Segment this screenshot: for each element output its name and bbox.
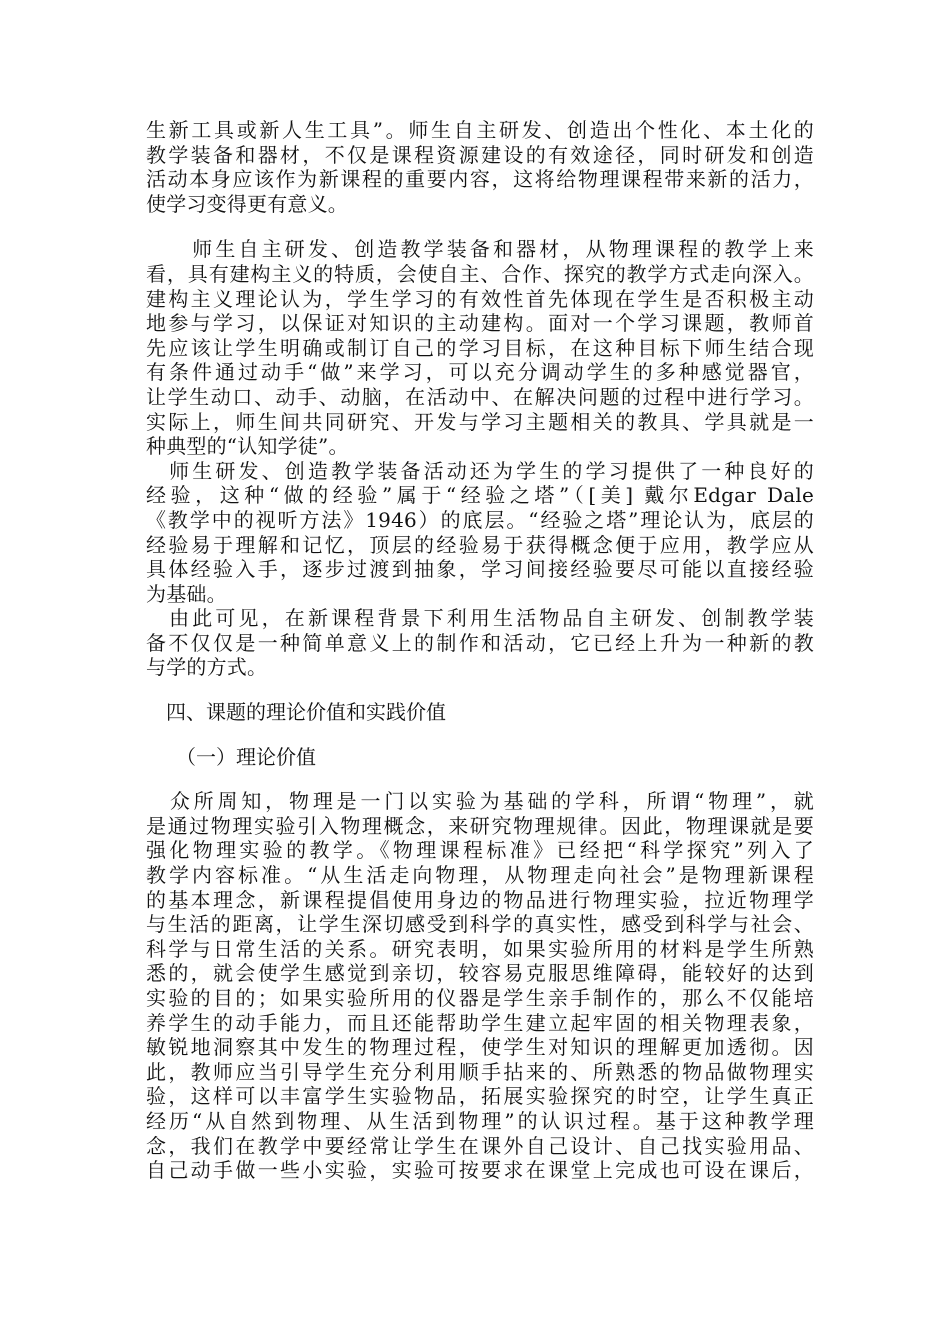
text-line: 有条件通过动手“做”来学习，可以充分调动学生的多种感觉器官， <box>146 360 814 385</box>
text-line: 实际上，师生间共同研究、开发与学习主题相关的教具、学具就是一 <box>146 409 814 434</box>
text-line: 使学习变得更有意义。 <box>146 191 348 216</box>
text-line: 悉的，就会使学生感觉到亲切，较容易克服思维障碍，能较好的达到 <box>146 961 814 986</box>
text-line: 生新工具或新人生工具”。师生自主研发、创造出个性化、本土化的 <box>146 118 814 142</box>
text-line: 的基本理念，新课程提倡使用身边的物品进行物理实验，拉近物理学 <box>146 887 814 912</box>
text-line: 师生自主研发、创造教学装备和器材，从物理课程的教学上来 <box>146 237 814 262</box>
text-line: 实验的目的；如果实验所用的仪器是学生亲手制作的，那么不仅能培 <box>146 986 814 1010</box>
text-line: 念，我们在教学中要经常让学生在课外自己设计、自己找实验用品、 <box>146 1133 814 1158</box>
text-line: 种典型的“认知学徒”。 <box>146 434 349 459</box>
text-line: 科学与日常生活的关系。研究表明，如果实验所用的材料是学生所熟 <box>146 936 814 961</box>
text-line: 众所周知，物理是一门以实验为基础的学科，所谓“物理”，就 <box>146 789 814 814</box>
text-line: 经验，这种“做的经验”属于“经验之塔”（[美] 戴尔Edgar Dale <box>146 483 814 508</box>
text-line: 建构主义理论认为，学生学习的有效性首先体现在学生是否积极主动 <box>146 286 814 311</box>
text-line: 为基础。 <box>146 581 227 606</box>
text-line: 活动本身应该作为新课程的重要内容，这将给物理课程带来新的活力， <box>146 167 814 192</box>
paragraph-1 <box>146 118 814 216</box>
text-line: 此，教师应当引导学生充分利用顺手拈来的、所熟悉的物品做物理实 <box>146 1059 814 1084</box>
text-line: 教学内容标准。“从生活走向物理，从物理走向社会”是物理新课程 <box>146 863 814 888</box>
text-line: 备不仅仅是一种简单意义上的制作和活动，它已经上升为一种新的教 <box>146 630 814 655</box>
text-line: 自己动手做一些小实验，实验可按要求在课堂上完成也可设在课后， <box>146 1158 814 1183</box>
text-line: 师生研发、创造教学装备活动还为学生的学习提供了一种良好的 <box>146 458 814 483</box>
text-line: 是通过物理实验引入物理概念，来研究物理规律。因此，物理课就是要 <box>146 813 814 838</box>
text-line: 强化物理实验的教学。《物理课程标准》已经把“科学探究”列入了 <box>146 838 814 863</box>
paragraph-5 <box>146 789 814 1183</box>
text-line: 地参与学习，以保证对知识的主动建构。面对一个学习课题，教师首 <box>146 311 814 336</box>
text-line: 验，这样可以丰富学生实验物品，拓展实验探究的时空，让学生真正 <box>146 1084 814 1109</box>
text-line: 教学装备和器材，不仅是课程资源建设的有效途径，同时研发和创造 <box>146 142 814 167</box>
paragraph-4 <box>146 606 814 680</box>
text-line: 与生活的距离，让学生深切感受到科学的真实性，感受到科学与社会、 <box>146 912 814 937</box>
section-heading: 四、课题的理论价值和实践价值 <box>146 700 446 725</box>
text-line: 先应该让学生明确或制订自己的学习目标，在这种目标下师生结合现 <box>146 335 814 360</box>
subsection-heading: （一）理论价值 <box>146 744 316 769</box>
text-line: 由此可见，在新课程背景下利用生活物品自主研发、创制教学装 <box>146 606 814 631</box>
paragraph-3 <box>146 459 814 607</box>
text-line: 经历“从自然到物理、从生活到物理”的认识过程。基于这种教学理 <box>146 1108 814 1133</box>
text-line: 养学生的动手能力，而且还能帮助学生建立起牢固的相关物理表象， <box>146 1010 814 1035</box>
text-line: 看，具有建构主义的特质，会使自主、合作、探究的教学方式走向深入。 <box>146 261 814 286</box>
text-line: 与学的方式。 <box>146 655 268 680</box>
text-line: 让学生动口、动手、动脑，在活动中、在解决问题的过程中进行学习。 <box>146 384 814 409</box>
text-line: 经验易于理解和记忆，顶层的经验易于获得概念便于应用，教学应从 <box>146 532 814 557</box>
document-page <box>146 118 814 1183</box>
text-line: 具体经验入手，逐步过渡到抽象，学习间接经验要尽可能以直接经验 <box>146 557 814 582</box>
text-line: 《教学中的视听方法》1946）的底层。“经验之塔”理论认为，底层的 <box>146 507 814 532</box>
text-line: 敏锐地洞察其中发生的物理过程，使学生对知识的理解更加透彻。因 <box>146 1035 814 1060</box>
paragraph-2 <box>146 237 814 458</box>
